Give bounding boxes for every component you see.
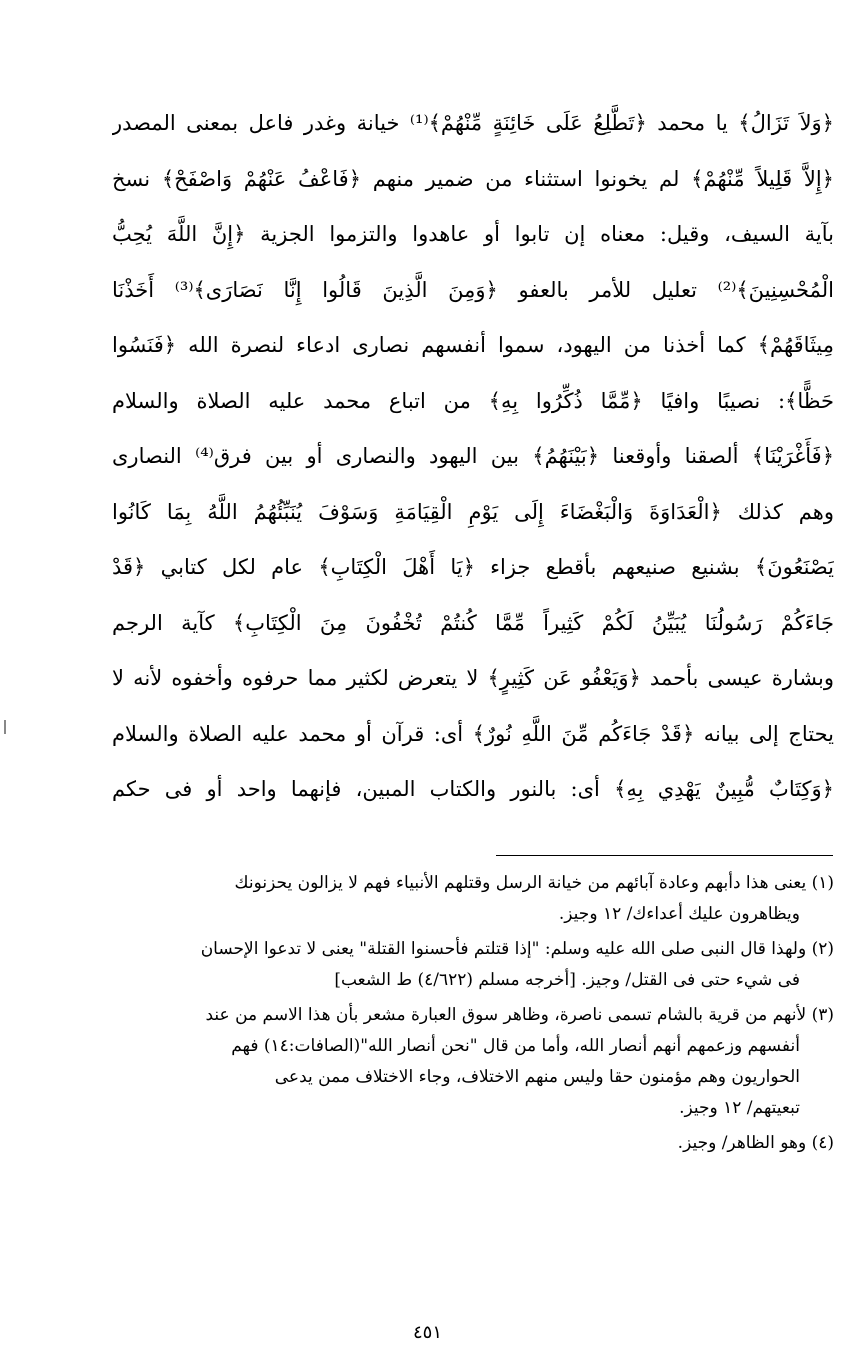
- body-line: ﴿إِلاَّ قَلِيلاً مِّنْهُمْ﴾ لم يخونوا استثناء من ضمير منهم ﴿فَاعْفُ عَنْهُمْ وَاصْفَحْ﴾ نسخ: [112, 166, 834, 191]
- footnote-line: أنفسهم وزعمهم أنهم أنصار الله، وأما من قال "نحن أنصار الله"(الصافات:١٤) فهم: [231, 1036, 800, 1056]
- footnote-divider: [496, 855, 833, 856]
- body-line: حَظًّا﴾: نصيبًا وافيًا ﴿مِّمَّا ذُكِّرُوا بِهِ﴾ من اتباع محمد عليه الصلاة والسلام: [112, 388, 834, 413]
- body-line: وهم كذلك ﴿الْعَدَاوَةَ وَالْبَغْضَاءَ إِلَى يَوْمِ الْقِيَامَةِ وَسَوْفَ يُنَبِّئُهُمُ اللَّهُ بِمَا كَانُوا: [112, 499, 834, 524]
- footnote-line: (٢) ولهذا قال النبى صلى الله عليه وسلم: "إذا قتلتم فأحسنوا القتلة" يعنى لا تدعوا الإحسان: [200, 939, 834, 959]
- body-line: مِيثَاقَهُمْ﴾ كما أخذنا من اليهود، سموا أنفسهم نصارى ادعاء لنصرة الله ﴿فَنَسُوا: [112, 333, 834, 357]
- footnote-line: الحواريون وهم مؤمنون حقا وليس منهم الاختلاف، وجاء الاختلاف ممن يدعى: [274, 1067, 800, 1087]
- body-line: ﴿وَكِتَابٌ مُّبِينٌ يَهْدِي بِهِ﴾ أى: بالنور والكتاب المبين، فإنهما واحد أو فى حكم: [112, 777, 834, 801]
- body-line: ﴿وَلاَ تَزَالُ﴾ يا محمد ﴿تَطَّلِعُ عَلَى خَائِنَةٍ مِّنْهُمْ﴾⁽¹⁾ خيانة وغدر فاعل بمعنى المصدر: [112, 111, 834, 135]
- footnote-line: (٤) وهو الظاهر/ وجيز.: [677, 1133, 834, 1153]
- footnote-line: تبعيتهم/ ١٢ وجيز.: [679, 1098, 800, 1118]
- body-line: وبشارة عيسى بأحمد ﴿وَيَعْفُو عَن كَثِيرٍ﴾ لا يتعرض لكثير مما حرفوه وأخفوه لأنه لا: [112, 666, 834, 690]
- footnote-4: [56, 1128, 834, 1159]
- footnote-line: (٣) لأنهم من قرية بالشام تسمى ناصرة، وظاهر سوق العبارة مشعر بأن هذا الاسم من عند: [205, 1005, 834, 1025]
- body-line: يَصْنَعُونَ﴾ بشنيع صنيعهم بأقطع جزاء ﴿يَا أَهْلَ الْكِتَابِ﴾ عام لكل كتابي ﴿قَدْ: [112, 555, 834, 579]
- body-line: الْمُحْسِنِينَ﴾⁽²⁾ تعليل للأمر بالعفو ﴿وَمِنَ الَّذِينَ قَالُوا إِنَّا نَصَارَى﴾⁽³⁾ أَخَذْنَا: [112, 277, 834, 302]
- footnote-line: فى شيء حتى فى القتل/ وجيز. [أخرجه مسلم (٤/٦٢٢) ط الشعب]: [334, 970, 800, 990]
- body-line: يحتاج إلى بيانه ﴿قَدْ جَاءَكُم مِّنَ اللَّهِ نُورٌ﴾ أى: قرآن أو محمد عليه الصلاة والسلام: [112, 721, 834, 746]
- footnote-line: ويظاهرون عليك أعداءك/ ١٢ وجيز.: [558, 904, 800, 924]
- footnotes: [56, 868, 834, 1159]
- footnote-line: (١) يعنى هذا دأبهم وعادة آبائهم من خيانة الرسل وقتلهم الأنبياء فهم لا يزالون يحزنونك: [234, 873, 834, 893]
- body-line: بآية السيف، وقيل: معناه إن تابوا أو عاهدوا والتزموا الجزية ﴿إِنَّ اللَّهَ يُحِبُّ: [112, 222, 834, 246]
- page-number: ٤٥١: [412, 1322, 442, 1343]
- scan-edge-mark: [4, 720, 6, 734]
- body-line: جَاءَكُمْ رَسُولُنَا يُبَيِّنُ لَكُمْ كَثِيراً مِّمَّا كُنتُمْ تُخْفُونَ مِنَ الْكِتَابِ﴾ كآية الرجم: [112, 610, 834, 635]
- body-line: ﴿فَأَغْرَيْنَا﴾ ألصقنا وأوقعنا ﴿بَيْنَهُمُ﴾ بين اليهود والنصارى أو بين فرق⁽⁴⁾ النصارى: [112, 444, 834, 468]
- footnote-3: [56, 1000, 834, 1124]
- footnote-2: [56, 934, 834, 996]
- tafsir-body-text: [112, 96, 834, 818]
- footnote-1: [56, 868, 834, 930]
